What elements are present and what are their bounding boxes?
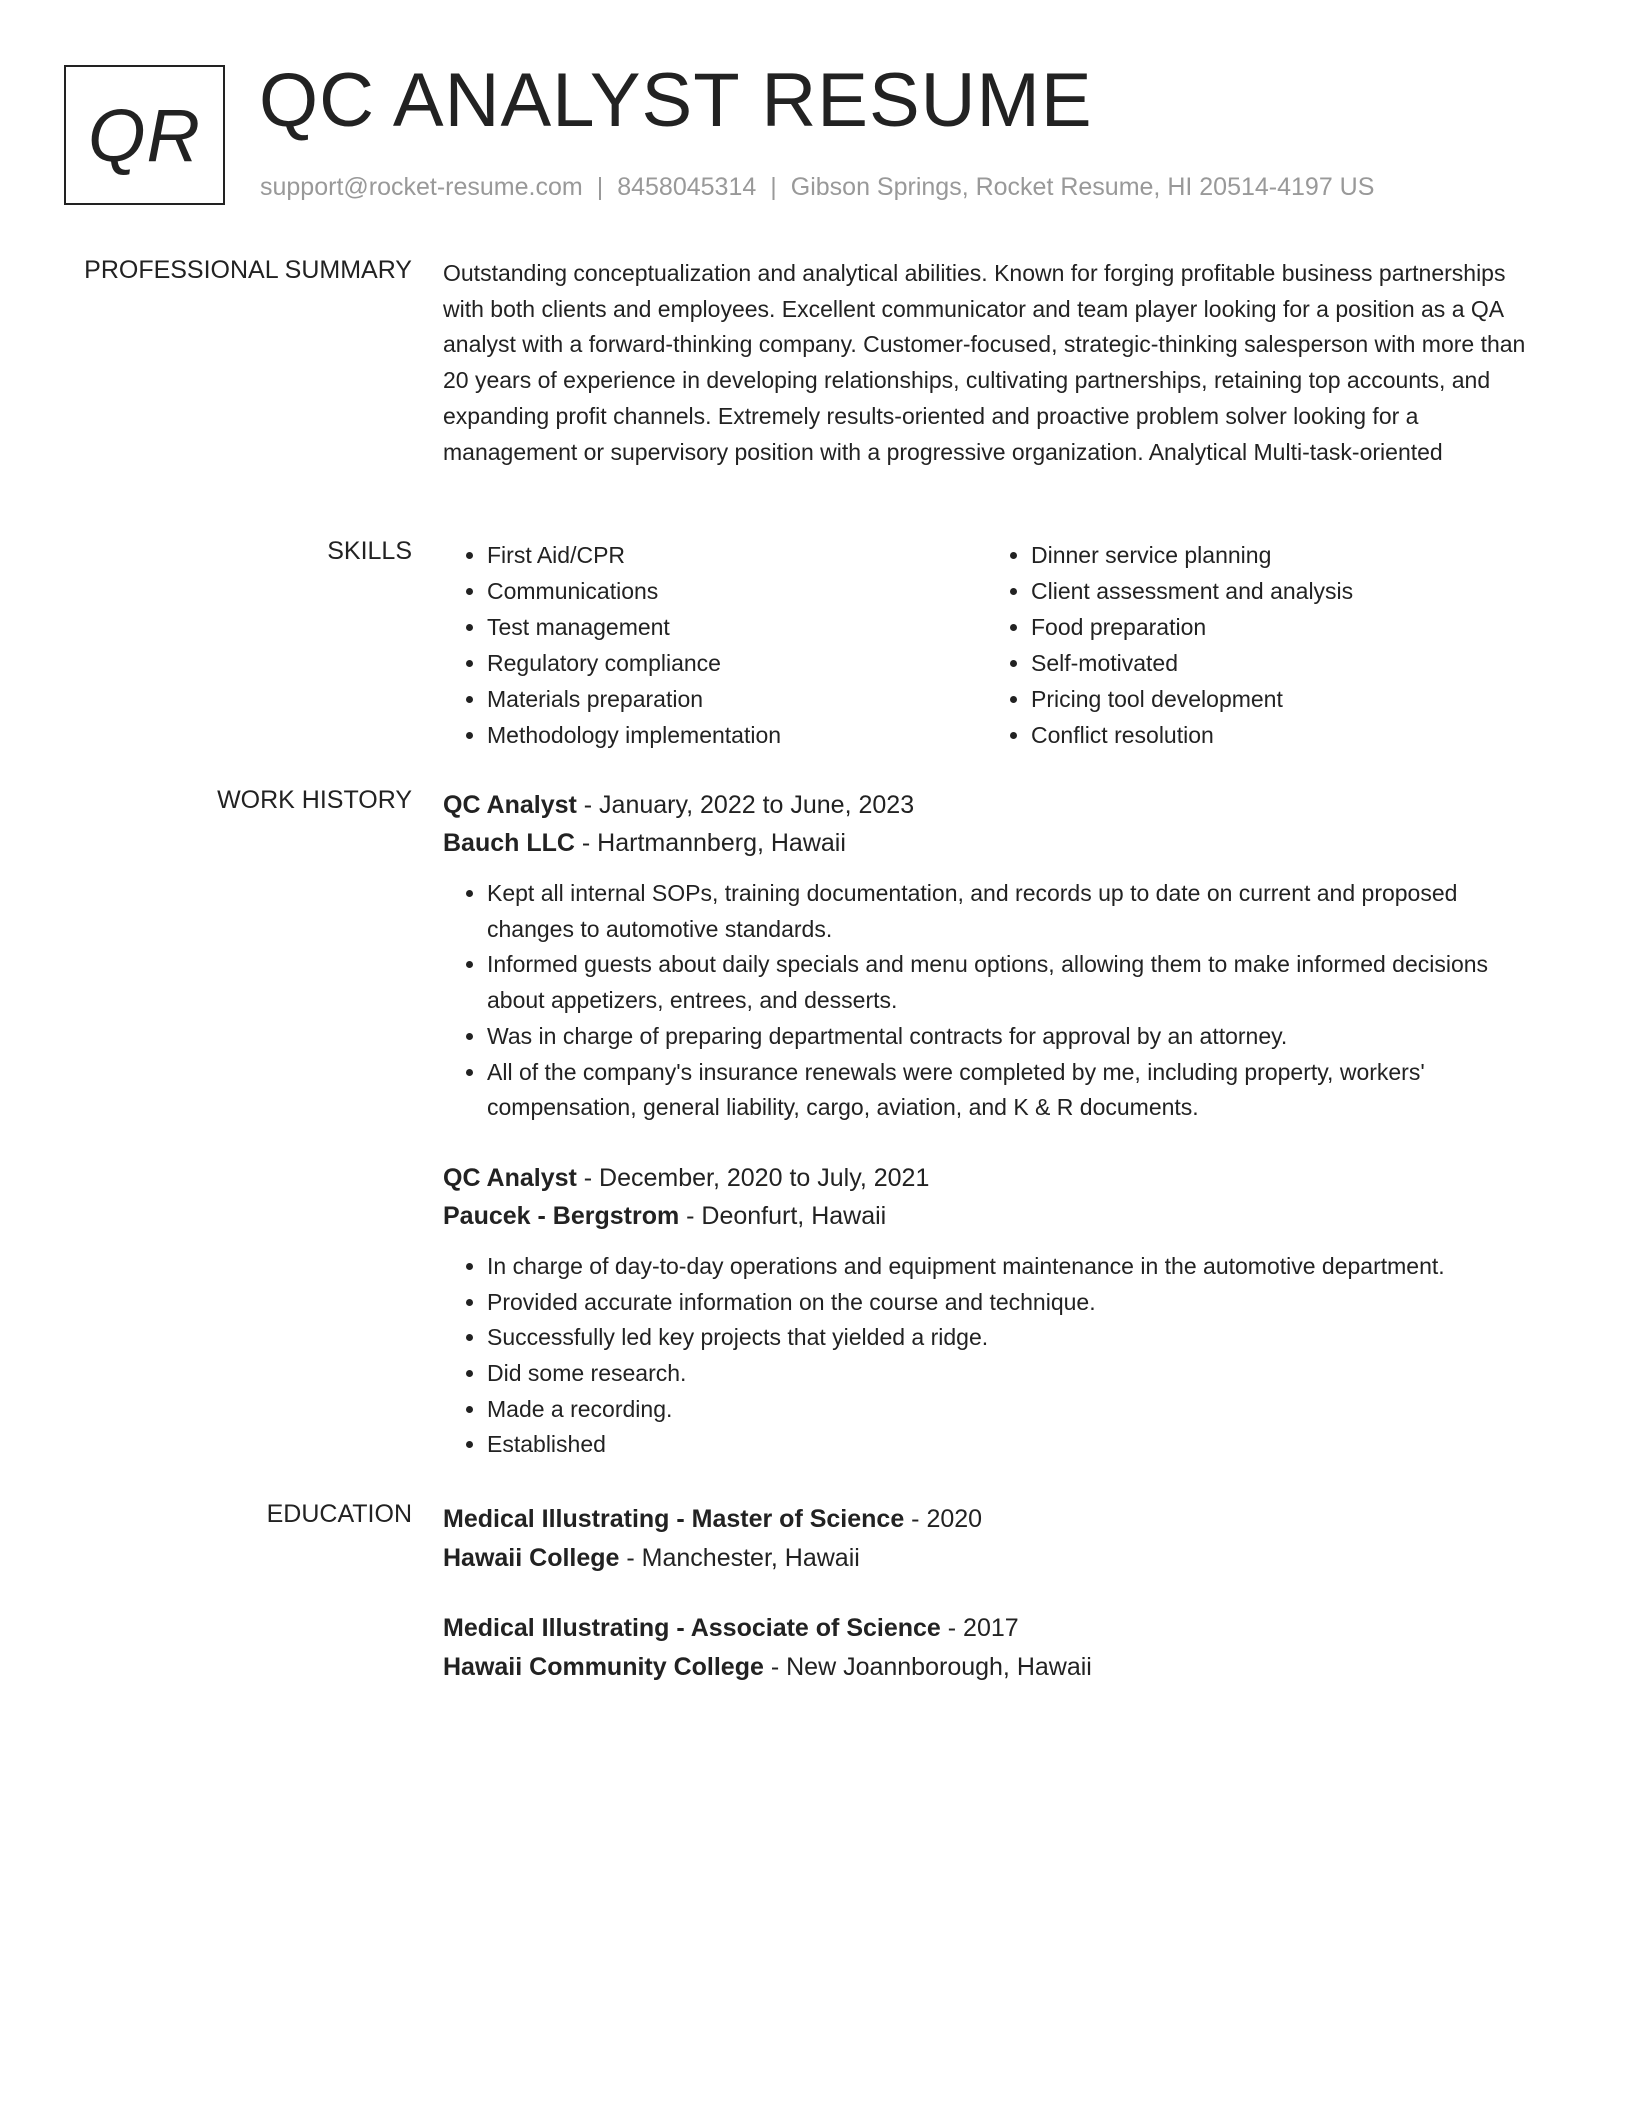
job-company: Bauch LLC [443, 829, 575, 857]
job-bullet: • Established [487, 1427, 1543, 1463]
education-degree-line [443, 1609, 1543, 1648]
work-history-body [443, 786, 1543, 1463]
education-school-line [443, 1539, 1543, 1578]
education-school-line [443, 1648, 1543, 1687]
skills-list-right [987, 537, 1531, 753]
job-bullet-list [443, 1249, 1543, 1463]
job-bullet: • Did some research. [487, 1356, 1543, 1392]
education-degree: Medical Illustrating - Master of Science [443, 1505, 905, 1533]
job-bullet: • All of the company's insurance renewals were completed by me, including property, workers' compensation, general liability, cargo, aviation, and K & R documents. [487, 1055, 1543, 1126]
job-title-line [443, 786, 1543, 824]
contact-info [260, 173, 1374, 202]
skill-item: • First Aid/CPR [487, 537, 987, 573]
skill-item: • Pricing tool development [1031, 681, 1531, 717]
skills-heading: SKILLS [327, 537, 412, 565]
resume-header [64, 58, 1564, 210]
job-bullet: • Successfully led key projects that yielded a ridge. [487, 1320, 1543, 1356]
job-bullet: • Made a recording. [487, 1392, 1543, 1428]
job-company-line [443, 1197, 1543, 1235]
education-location: - New Joannborough, Hawaii [763, 1653, 1092, 1681]
job-bullet: • Provided accurate information on the course and technique. [487, 1285, 1543, 1321]
skill-item: • Communications [487, 573, 987, 609]
job-bullet: • Was in charge of preparing departmental contracts for approval by an attorney. [487, 1019, 1543, 1055]
skills-grid [443, 537, 1543, 753]
education-school: Hawaii Community College [443, 1653, 764, 1681]
skill-item: • Test management [487, 609, 987, 645]
job-bullet: • Informed guests about daily specials and menu options, allowing them to make informed decisions about appetizers, entrees, and desserts. [487, 947, 1543, 1018]
contact-phone: 8458045314 [617, 173, 757, 201]
summary-text: Outstanding conceptualization and analytical abilities. Known for forging profitable business partnerships with both clients and employees. Excellent communicator and team player looking for a position as a QA analyst with a forward-thinking company. Customer-focused, strategic-thinking salesperson with more than 20 years of experience in developing relationships, cultivating partnerships, retaining top accounts, and expanding profit channels. Extremely results-oriented and proactive problem solver looking for a management or supervisory position with a progressive organization. Analytical Multi-task-oriented [443, 260, 1526, 465]
contact-separator: | [770, 173, 777, 201]
summary-body [443, 256, 1543, 470]
skills-body [443, 537, 1543, 753]
job-title: QC Analyst [443, 1163, 577, 1192]
education-heading: EDUCATION [266, 1500, 412, 1528]
education-school: Hawaii College [443, 1544, 620, 1572]
skill-item: • Methodology implementation [487, 717, 987, 753]
skill-item: • Materials preparation [487, 681, 987, 717]
job-location: - Deonfurt, Hawaii [679, 1201, 887, 1230]
job-entry [443, 1159, 1543, 1463]
job-dates: - December, 2020 to July, 2021 [576, 1163, 930, 1192]
education-location: - Manchester, Hawaii [619, 1544, 860, 1572]
skill-item: • Conflict resolution [1031, 717, 1531, 753]
job-location: - Hartmannberg, Hawaii [574, 829, 846, 857]
education-degree-line [443, 1500, 1543, 1539]
job-bullet: • In charge of day-to-day operations and equipment maintenance in the automotive department. [487, 1249, 1543, 1285]
education-degree: Medical Illustrating - Associate of Science [443, 1614, 941, 1642]
education-entry [443, 1609, 1543, 1687]
skills-list-left [443, 537, 987, 753]
education-entry [443, 1500, 1543, 1578]
job-bullet: • Kept all internal SOPs, training documentation, and records up to date on current and proposed changes to automotive standards. [487, 876, 1543, 947]
monogram-logo: QR [64, 65, 225, 205]
contact-email: support@rocket-resume.com [260, 173, 583, 201]
skill-item: • Regulatory compliance [487, 645, 987, 681]
work-history-heading: WORK HISTORY [217, 786, 412, 814]
contact-separator: | [596, 173, 604, 201]
job-title-line [443, 1159, 1543, 1197]
education-body [443, 1500, 1543, 1687]
job-title: QC Analyst [443, 791, 577, 819]
job-entry [443, 786, 1543, 1126]
education-year: - 2020 [904, 1505, 983, 1533]
job-dates: - January, 2022 to June, 2023 [576, 791, 915, 819]
skill-item: • Client assessment and analysis [1031, 573, 1531, 609]
skill-item: • Food preparation [1031, 609, 1531, 645]
skill-item: • Self-motivated [1031, 645, 1531, 681]
job-company-line [443, 824, 1543, 862]
page-title: QC ANALYST RESUME [259, 58, 1093, 143]
skill-item: • Dinner service planning [1031, 537, 1531, 573]
education-year: - 2017 [940, 1614, 1019, 1642]
contact-address: Gibson Springs, Rocket Resume, HI 20514-4197 US [790, 173, 1375, 201]
summary-heading: PROFESSIONAL SUMMARY [84, 256, 412, 284]
job-company: Paucek - Bergstrom [443, 1201, 680, 1230]
job-bullet-list [443, 876, 1543, 1126]
